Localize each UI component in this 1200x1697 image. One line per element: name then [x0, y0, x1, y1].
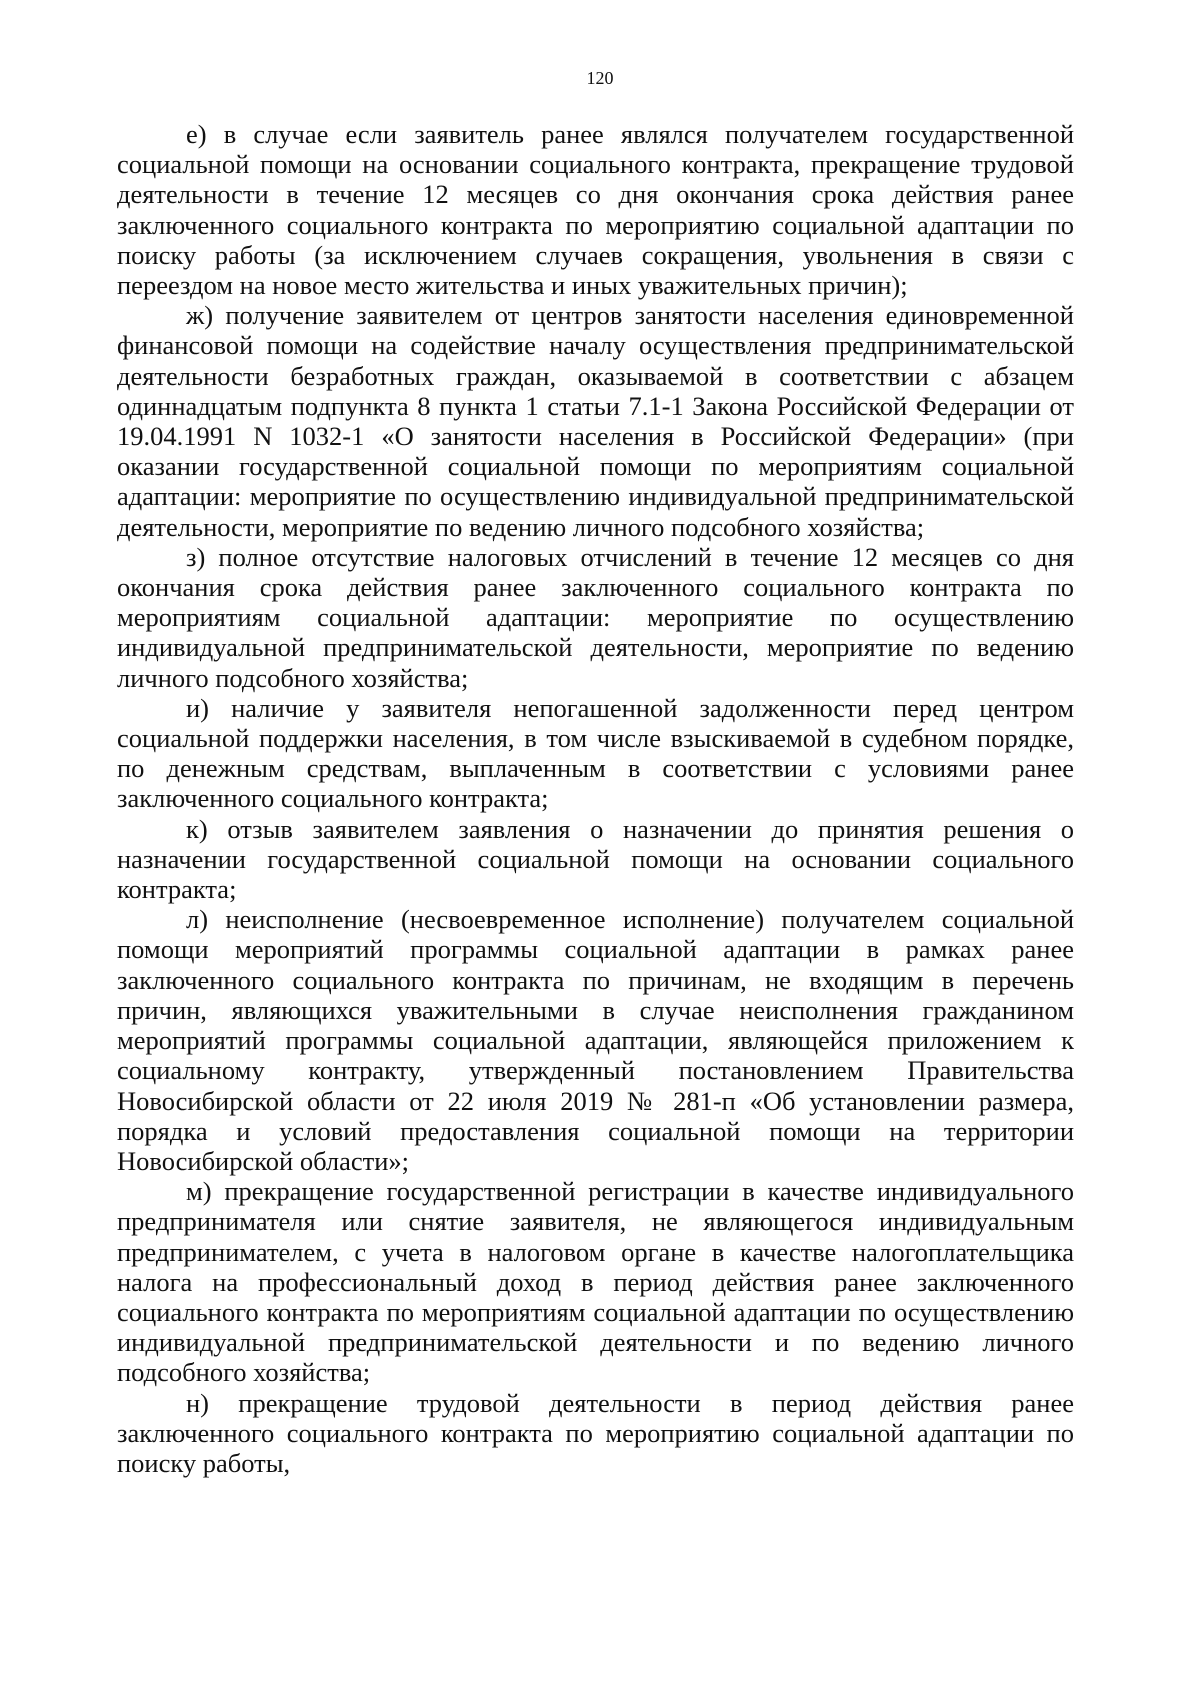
page-number: 120 — [586, 68, 614, 88]
paragraph-e: е) в случае если заявитель ранее являлся получателем государственной социальной помощи на основании социального контракта, прекращение трудовой деятельности в течение 12 месяцев со дня окончания срока действия ранее заключенного социального контракта по мероприятию социальной адаптации по поиску работы (за исключением случаев сокращения, увольнения в связи с переездом на новое место жительства и иных уважительных причин); — [117, 119, 1074, 301]
paragraph-m: м) прекращение государственной регистрации в качестве индивидуального предпринимателя или снятие заявителя, не являющегося индивидуальным предпринимателем, с учета в налоговом органе в качестве налогоплательщика налога на профессиональный доход в период действия ранее заключенного социального контракта по мероприятиям социальной адаптации по осуществлению индивидуальной предпринимательской деятельности и по ведению личного подсобного хозяйства; — [117, 1176, 1074, 1388]
paragraph-i: и) наличие у заявителя непогашенной задолженности перед центром социальной поддержки населения, в том числе взыскиваемой в судебном порядке, по денежным средствам, выплаченным в соответствии с условиями ранее заключенного социального контракта; — [117, 692, 1074, 814]
paragraph-zh: ж) получение заявителем от центров занятости населения единовременной финансовой помощи на содействие началу осуществления предпринимательской деятельности безработных граждан, оказываемой в соответствии с абзацем одиннадцатым подпункта 8 пункта 1 статьи 7.1-1 Закона Российской Федерации от 19.04.1991 N 1032-1 «О занятости населения в Российской Федерации» (при оказании государственной социальной помощи по мероприятиям социальной адаптации: мероприятие по осуществлению индивидуальной предпринимательской деятельности, мероприятие по ведению личного подсобного хозяйства; — [117, 300, 1074, 542]
paragraph-n: н) прекращение трудовой деятельности в период действия ранее заключенного социального контракта по мероприятию социальной адаптации по поиску работы, — [117, 1387, 1074, 1478]
document-body — [117, 119, 1074, 1478]
paragraph-z: з) полное отсутствие налоговых отчислений в течение 12 месяцев со дня окончания срока действия ранее заключенного социального контракта по мероприятиям социальной адаптации: мероприятие по осуществлению индивидуальной предпринимательской деятельности, мероприятие по ведению личного подсобного хозяйства; — [117, 541, 1074, 693]
paragraph-k: к) отзыв заявителем заявления о назначении до принятия решения о назначении государственной социальной помощи на основании социального контракта; — [117, 813, 1074, 905]
paragraph-l: л) неисполнение (несвоевременное исполнение) получателем социальной помощи мероприятий программы социальной адаптации в рамках ранее заключенного социального контракта по причинам, не входящим в перечень причин, являющихся уважительными в случае неисполнения гражданином мероприятий программы социальной адаптации, являющейся приложением к социальному контракту, утвержденный постановлением Правительства Новосибирской области от 22 июля 2019 № 281-п «Об установлении размера, порядка и условий предоставления социальной помощи на территории Новосибирской области»; — [117, 904, 1074, 1176]
